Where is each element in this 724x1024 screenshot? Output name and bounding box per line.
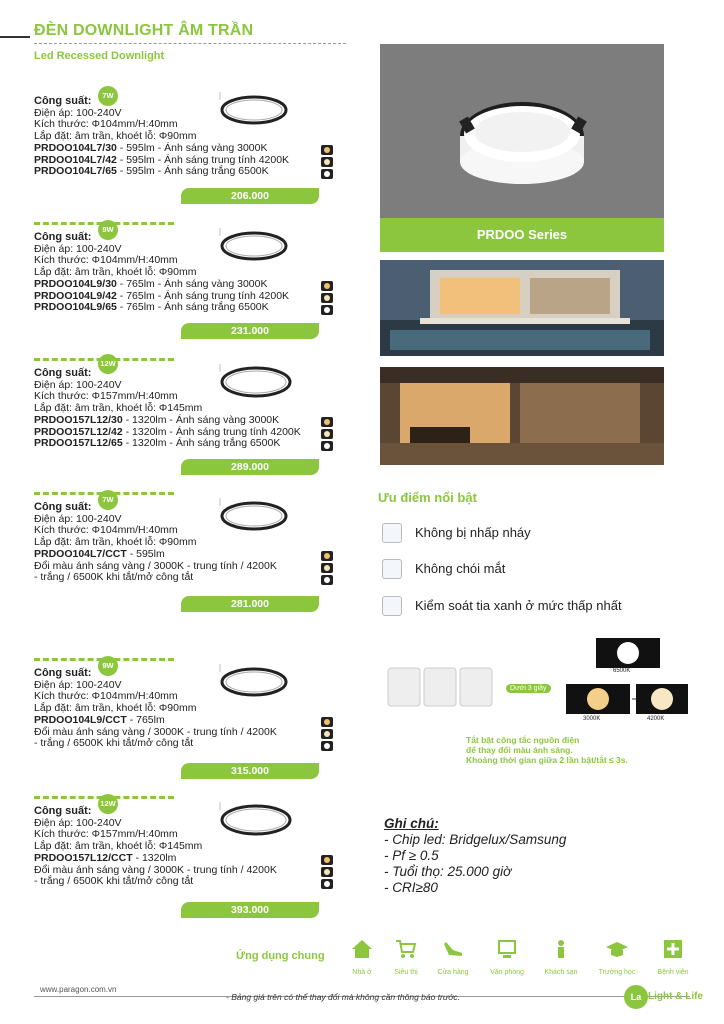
k4200-label: 4200K [647,716,665,722]
cct-instructions: Tắt bật công tắc nguồn điện để thay đổi màu ánh sáng. Khoảng thời gian giữa 2 lần bật/tắt ≤ 3s. [466,735,628,765]
spec-line: Kích thước: Φ104mm/H:40mm [34,118,178,131]
bellboy-icon [549,938,573,960]
app-hospital: Bệnh viện [648,938,698,976]
spec-line: Lắp đặt: âm trần, khoét lỗ: Φ90mm [34,130,197,143]
spec-line: Kích thước: Φ157mm/H:40mm [34,828,178,841]
price-tag: 289.000 [181,459,319,475]
power-label: Công suất: [34,95,92,107]
house-photo-drawing [380,260,664,356]
color-swatch-neutral [321,293,333,303]
color-swatch-neutral [321,157,333,167]
spec-line: Lắp đặt: âm trần, khoét lỗ: Φ90mm [34,266,197,279]
spec-line: Lắp đặt: âm trần, khoét lỗ: Φ90mm [34,536,197,549]
terrace-photo-drawing [380,367,664,465]
spec-line: Điện áp: 100-240V [34,512,122,525]
cct-line: Đổi màu ánh sáng vàng / 3000K - trung tính / 4200K [34,559,277,572]
app-supermarket: Siêu thị [381,938,431,976]
website-url[interactable]: www.paragon.com.vn [40,985,117,994]
price-tag: 231.000 [181,323,319,339]
power-badge: 12W [98,354,118,374]
product-code-row: PRDOO104L7/CCT - 595lm [34,547,165,560]
product-code-row: PRDOO104L9/30 - 765lm - Ánh sáng vàng 3000K [34,277,268,290]
app-school: Trường học [592,938,642,976]
product-code-row: PRDOO104L7/30 - 595lm - Ánh sáng vàng 3000K [34,141,268,154]
power-label: Công suất: [34,501,92,513]
brand-tagline: Light & Life [648,991,703,1002]
spec-line: Điện áp: 100-240V [34,678,122,691]
price-tag: 393.000 [181,902,319,918]
product-block-6 [34,799,339,916]
spec-line: Kích thước: Φ157mm/H:40mm [34,390,178,403]
lamp-drawing [216,498,316,538]
spec-line: Điện áp: 100-240V [34,378,122,391]
lamp-drawing [216,802,316,842]
power-badge: 7W [98,490,118,510]
color-swatch-warm [321,551,333,561]
note-item: - Tuổi thọ: 25.000 giờ [384,864,512,879]
spec-line: Điện áp: 100-240V [34,106,122,119]
graduation-cap-icon [605,938,629,960]
product-block-5 [34,661,339,778]
cct-line: Đổi màu ánh sáng vàng / 3000K - trung tính / 4200K [34,725,277,738]
product-code-row: PRDOO104L7/65 - 595lm - Ánh sáng trắng 6500K [34,165,269,178]
color-swatch-warm [321,855,333,865]
note-item: - CRI≥80 [384,880,438,895]
color-swatch-neutral [321,563,333,573]
power-badge: 12W [98,794,118,814]
header-divider [34,43,346,44]
product-code-row: PRDOO104L9/CCT - 765lm [34,713,165,726]
header-rule [0,36,30,38]
product-code-row: PRDOO157L12/30 - 1320lm - Ánh sáng vàng 3000K [34,413,280,426]
color-swatch-cool [321,741,333,751]
power-label: Công suất: [34,805,92,817]
product-block-4 [34,495,339,612]
color-swatch-warm [321,281,333,291]
medical-cross-icon [661,938,685,960]
color-swatch-warm [321,717,333,727]
blue-light-icon [382,596,402,616]
home-icon [350,938,374,960]
brand-logo-icon: La [624,985,648,1009]
cart-icon [394,938,418,960]
spec-line: Lắp đặt: âm trần, khoét lỗ: Φ90mm [34,702,197,715]
flicker-free-icon [382,523,402,543]
app-store: Cửa hàng [428,938,478,976]
lamp-drawing [216,228,316,268]
house-exterior-photo [380,260,664,356]
price-disclaimer: - Bảng giá trên có thể thay đổi mà không cần thông báo trước. [226,992,461,1002]
cct-line: - trắng / 6500K khi tắt/mở công tắt [34,571,194,584]
spec-line: Điện áp: 100-240V [34,242,122,255]
color-swatch-cool [321,575,333,585]
price-tag: 206.000 [181,188,319,204]
app-office: Văn phòng [482,938,532,976]
app-hotel: Khách sạn [536,938,586,976]
applications-title: Ứng dụng chung [236,950,325,962]
lamp-drawing [216,364,316,404]
color-swatch-neutral [321,867,333,877]
color-swatch-warm [321,417,333,427]
product-block-1 [34,91,339,206]
page-title: ĐÈN DOWNLIGHT ÂM TRẦN [34,22,254,39]
product-code-row: PRDOO157L12/65 - 1320lm - Ánh sáng trắng 6500K [34,437,281,450]
color-swatch-cool [321,305,333,315]
advantages-title: Ưu điểm nổi bật [378,490,477,505]
series-banner: PRDOO Series [380,218,664,252]
cct-line: - trắng / 6500K khi tắt/mở công tắt [34,875,194,888]
notes-title: Ghi chú: [384,816,439,831]
power-badge: 9W [98,220,118,240]
note-item: - Pf ≥ 0.5 [384,848,439,863]
cct-line: - trắng / 6500K khi tắt/mở công tắt [34,737,194,750]
lamp-drawing [216,664,316,704]
power-label: Công suất: [34,231,92,243]
shoe-icon [441,938,465,960]
spec-line: Kích thước: Φ104mm/H:40mm [34,524,178,537]
price-tag: 315.000 [181,763,319,779]
spec-line: Điện áp: 100-240V [34,816,122,829]
color-swatch-cool [321,879,333,889]
color-swatch-cool [321,441,333,451]
power-label: Công suất: [34,367,92,379]
cct-line: Đổi màu ánh sáng vàng / 3000K - trung tính / 4200K [34,863,277,876]
product-code-row: PRDOO104L7/42 - 595lm - Ánh sáng trung tính 4200K [34,153,290,166]
color-swatch-neutral [321,729,333,739]
spec-line: Lắp đặt: âm trần, khoét lỗ: Φ145mm [34,402,203,415]
spec-line: Kích thước: Φ104mm/H:40mm [34,254,178,267]
terrace-photo [380,367,664,465]
eye-icon [382,559,402,579]
downlight-render [380,44,664,218]
notes-box [384,816,566,896]
product-code-row: PRDOO104L9/65 - 765lm - Ánh sáng trắng 6500K [34,301,269,314]
color-swatch-cool [321,169,333,179]
color-swatch-neutral [321,429,333,439]
color-swatch-warm [321,145,333,155]
price-tag: 281.000 [181,596,319,612]
product-code-row: PRDOO157L12/42 - 1320lm - Ánh sáng trung tính 4200K [34,425,301,438]
k6500-label: 6500K [613,668,631,674]
page-subtitle: Led Recessed Downlight [34,50,165,62]
product-code-row: PRDOO157L12/CCT - 1320lm [34,851,177,864]
spec-line: Lắp đặt: âm trần, khoét lỗ: Φ145mm [34,840,203,853]
k3000-label: 3000K [583,716,601,722]
power-badge: 9W [98,656,118,676]
note-item: - Chip led: Bridgelux/Samsung [384,832,567,847]
product-block-2 [34,225,339,342]
app-home: Nhà ở [337,938,387,976]
power-badge: 7W [98,86,118,106]
monitor-icon [495,938,519,960]
power-label: Công suất: [34,667,92,679]
spec-line: Kích thước: Φ104mm/H:40mm [34,690,178,703]
product-block-3 [34,359,339,478]
under-3s-label: Dưới 3 giây [506,684,551,693]
product-code-row: PRDOO104L9/42 - 765lm - Ánh sáng trung tính 4200K [34,289,290,302]
lamp-drawing [216,92,316,132]
